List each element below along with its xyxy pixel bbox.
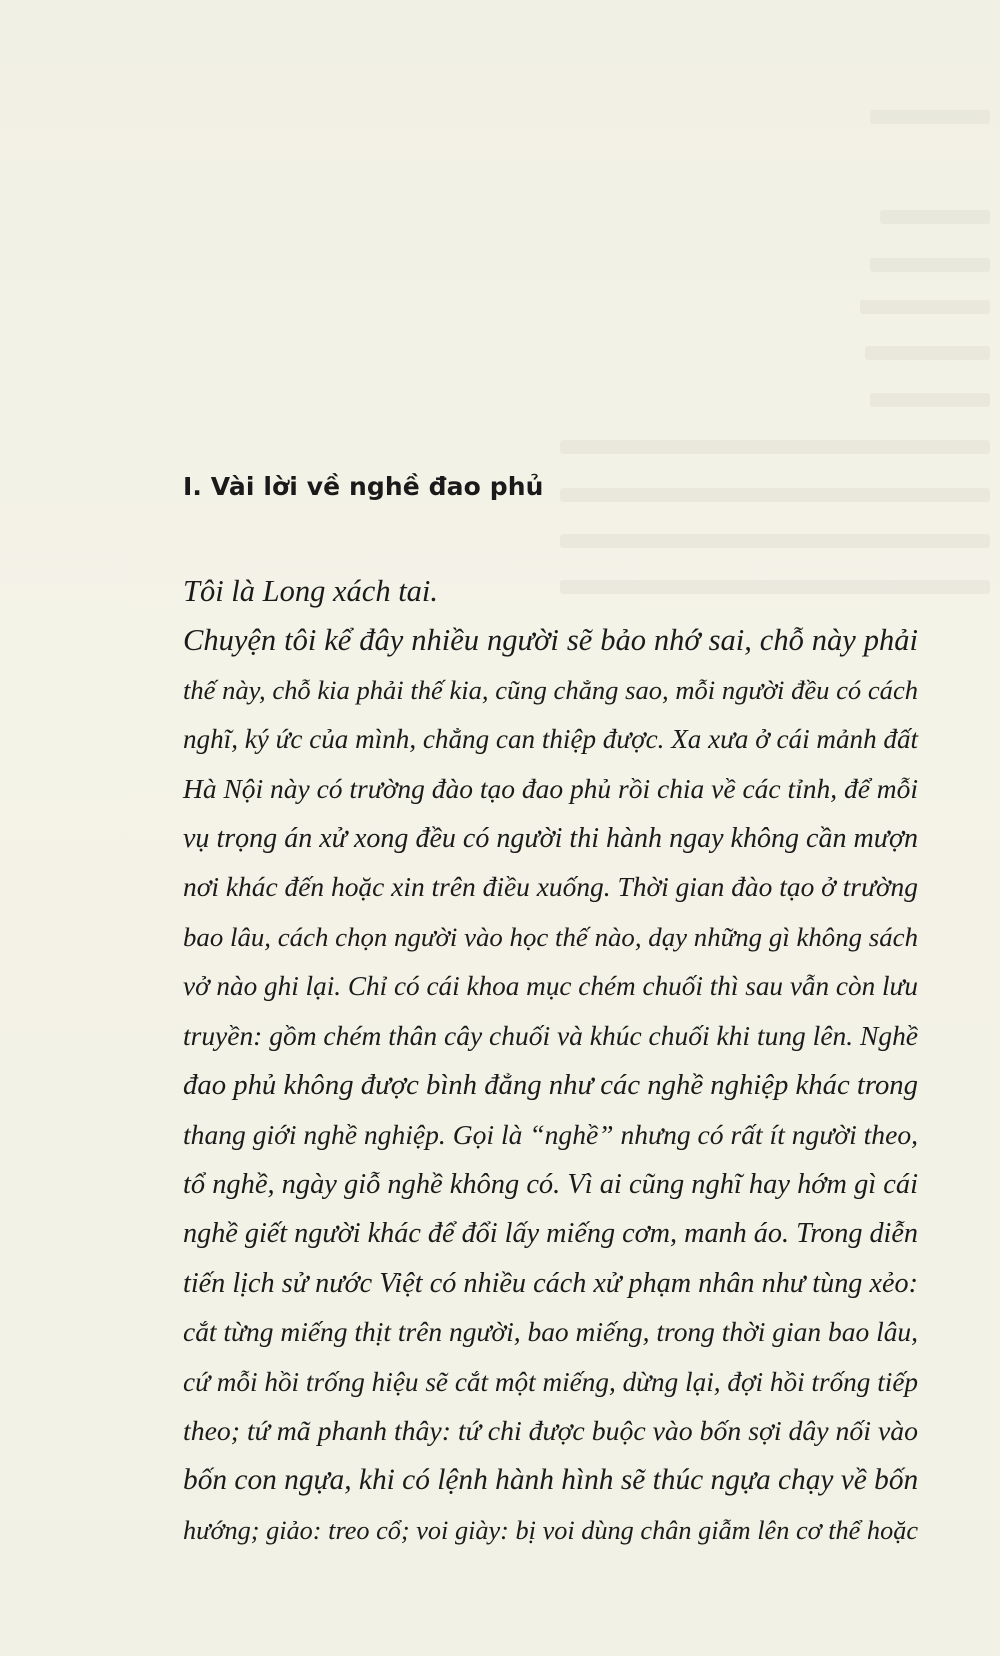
text-line: tổ nghề, ngày giỗ nghề không có. Vì ai cũng nghĩ hay hớm gì cái [183, 1168, 918, 1200]
text-line: nghề giết người khác để đổi lấy miếng cơm, manh áo. Trong diễn [183, 1218, 918, 1250]
text-line: cứ mỗi hồi trống hiệu sẽ cắt một miếng, dừng lại, đợi hồi trống tiếp [183, 1366, 918, 1397]
text-line: Hà Nội này có trường đào tạo đao phủ rồi chia về các tỉnh, để mỗi [183, 773, 918, 804]
text-line: Chuyện tôi kể đây nhiều người sẽ bảo nhớ sai, chỗ này phải [183, 623, 918, 658]
text-line: nơi khác đến hoặc xin trên điều xuống. Thời gian đào tạo ở trường [183, 872, 918, 903]
body-paragraphs [183, 567, 918, 1555]
text-line: bốn con ngựa, khi có lệnh hành hình sẽ thúc ngựa chạy về bốn [183, 1464, 919, 1497]
text-line: thế này, chỗ kia phải thế kia, cũng chẳng sao, mỗi người đều có cách [183, 674, 918, 705]
text-line: truyền: gồm chém thân cây chuối và khúc chuối khi tung lên. Nghề [183, 1020, 918, 1051]
section-heading: I. Vài lời về nghề đao phủ [183, 472, 544, 501]
text-line: tiến lịch sử nước Việt có nhiều cách xử phạm nhân như tùng xẻo: [183, 1267, 918, 1299]
text-line: thang giới nghề nghiệp. Gọi là “nghề” nhưng có rất ít người theo, [183, 1119, 918, 1151]
text-line: đao phủ không được bình đẳng như các nghề nghiệp khác trong [183, 1069, 918, 1102]
text-line: nghĩ, ký ức của mình, chẳng can thiệp được. Xa xưa ở cái mảnh đất [183, 724, 919, 755]
text-line: vụ trọng án xử xong đều có người thi hành ngay không cần mượn [183, 823, 918, 855]
text-line: vở nào ghi lại. Chỉ có cái khoa mục chém chuối thì sau vẫn còn lưu [183, 971, 918, 1002]
text-line: theo; tứ mã phanh thây: tứ chi được buộc vào bốn sợi dây nối vào [183, 1415, 918, 1447]
text-line: hướng; giảo: treo cổ; voi giày: bị voi dùng chân giẫm lên cơ thể hoặc [183, 1515, 918, 1545]
text-line: bao lâu, cách chọn người vào học thế nào, dạy những gì không sách [183, 921, 918, 952]
text-line: Tôi là Long xách tai. [183, 574, 439, 608]
text-line: cắt từng miếng thịt trên người, bao miếng, trong thời gian bao lâu, [183, 1317, 919, 1348]
